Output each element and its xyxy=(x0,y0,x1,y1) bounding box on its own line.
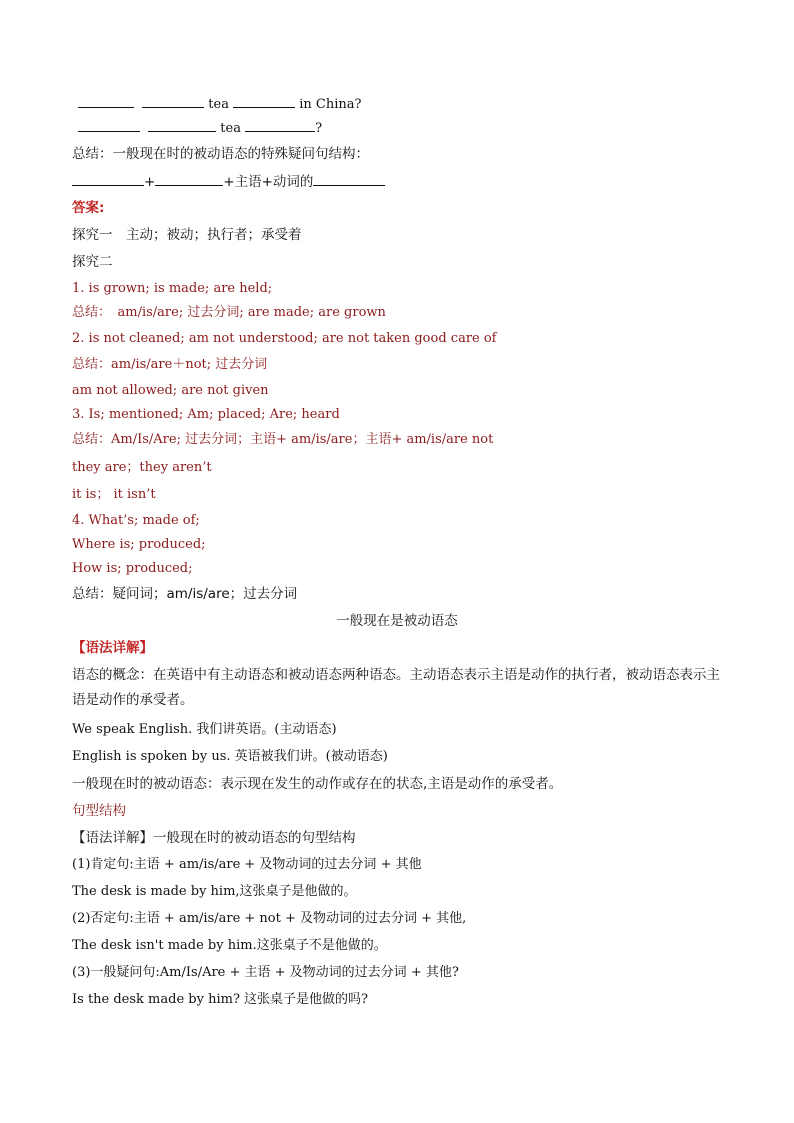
formula-text: +主语+动词的 xyxy=(223,174,314,190)
answer-blank[interactable] xyxy=(245,119,315,132)
answer-line: 3. Is; mentioned; Am; placed; Are; heard xyxy=(72,407,340,422)
answer-blank[interactable] xyxy=(313,173,385,186)
voice-concept: 语态的概念：在英语中有主动语态和被动语态两种语态。主动语态表示主语是动作的执行者，被动语态表示主语是动作的承受者。 xyxy=(72,667,720,708)
pattern-negative-example: The desk isn't made by him.这张桌子不是他做的。 xyxy=(72,938,387,953)
pattern-question: (3)一般疑问句:Am/Is/Are + 主语 + 及物动词的过去分词 + 其他? xyxy=(72,965,459,980)
grammar-heading: 【语法详解】 xyxy=(72,640,153,656)
answer-blank[interactable] xyxy=(142,95,204,108)
answer-blank[interactable] xyxy=(233,95,295,108)
structure-heading: 句型结构 xyxy=(72,803,126,819)
example-passive: English is spoken by us. 英语被我们讲。(被动语态) xyxy=(72,749,388,764)
plus-sign: + xyxy=(144,174,156,190)
answer-blank[interactable] xyxy=(148,119,216,132)
answer-blank[interactable] xyxy=(78,119,140,132)
answer-blank[interactable] xyxy=(78,95,134,108)
word: tea xyxy=(220,121,241,136)
example-active: We speak English. 我们讲英语。(主动语态) xyxy=(72,722,337,737)
word: tea xyxy=(208,97,229,112)
exercise-formula xyxy=(72,173,385,190)
answer-explore-1: 探究一 主动；被动；执行者；承受着 xyxy=(72,227,302,243)
answer-summary: 总结：疑问词；am/is/are；过去分词 xyxy=(72,586,298,602)
answer-line: How is; produced; xyxy=(72,561,193,576)
answers-heading: 答案: xyxy=(72,200,105,216)
exercise-summary-label: 总结：一般现在时的被动语态的特殊疑问句结构： xyxy=(72,146,369,162)
lesson-title: 一般现在是被动语态 xyxy=(336,613,458,629)
answer-summary: 总结： am/is/are; 过去分词; are made; are grown xyxy=(72,305,386,320)
exercise-question-line-2 xyxy=(78,119,322,137)
pattern-negative: (2)否定句:主语 + am/is/are + not + 及物动词的过去分词 + 其他, xyxy=(72,911,467,926)
passive-definition: 一般现在时的被动语态：表示现在发生的动作或存在的状态,主语是动作的承受者。 xyxy=(72,776,563,792)
pattern-affirmative-example: The desk is made by him,这张桌子是他做的。 xyxy=(72,884,357,899)
answer-line: it is； it isn’t xyxy=(72,487,156,502)
answer-line: 2. is not cleaned; am not understood; are not taken good care of xyxy=(72,331,497,346)
answer-line: 1. is grown; is made; are held; xyxy=(72,281,273,296)
answer-line: they are；they aren’t xyxy=(72,460,212,475)
exercise-question-line-1 xyxy=(78,95,361,113)
answer-line: am not allowed; are not given xyxy=(72,383,269,398)
answer-summary: 总结：am/is/are＋not; 过去分词 xyxy=(72,357,268,372)
word: ? xyxy=(315,121,323,136)
structure-title: 【语法详解】一般现在时的被动语态的句型结构 xyxy=(72,830,356,846)
pattern-affirmative: (1)肯定句:主语 + am/is/are + 及物动词的过去分词 + 其他 xyxy=(72,857,422,872)
word: in China? xyxy=(299,97,362,112)
answer-blank[interactable] xyxy=(72,173,144,186)
answer-line: 4. What’s; made of; xyxy=(72,513,200,528)
answer-blank[interactable] xyxy=(155,173,223,186)
pattern-question-example: Is the desk made by him? 这张桌子是他做的吗? xyxy=(72,992,369,1007)
answer-explore-2: 探究二 xyxy=(72,254,113,270)
answer-summary: 总结：Am/Is/Are; 过去分词；主语+ am/is/are；主语+ am/is/are not xyxy=(72,432,494,447)
answer-line: Where is; produced; xyxy=(72,537,206,552)
